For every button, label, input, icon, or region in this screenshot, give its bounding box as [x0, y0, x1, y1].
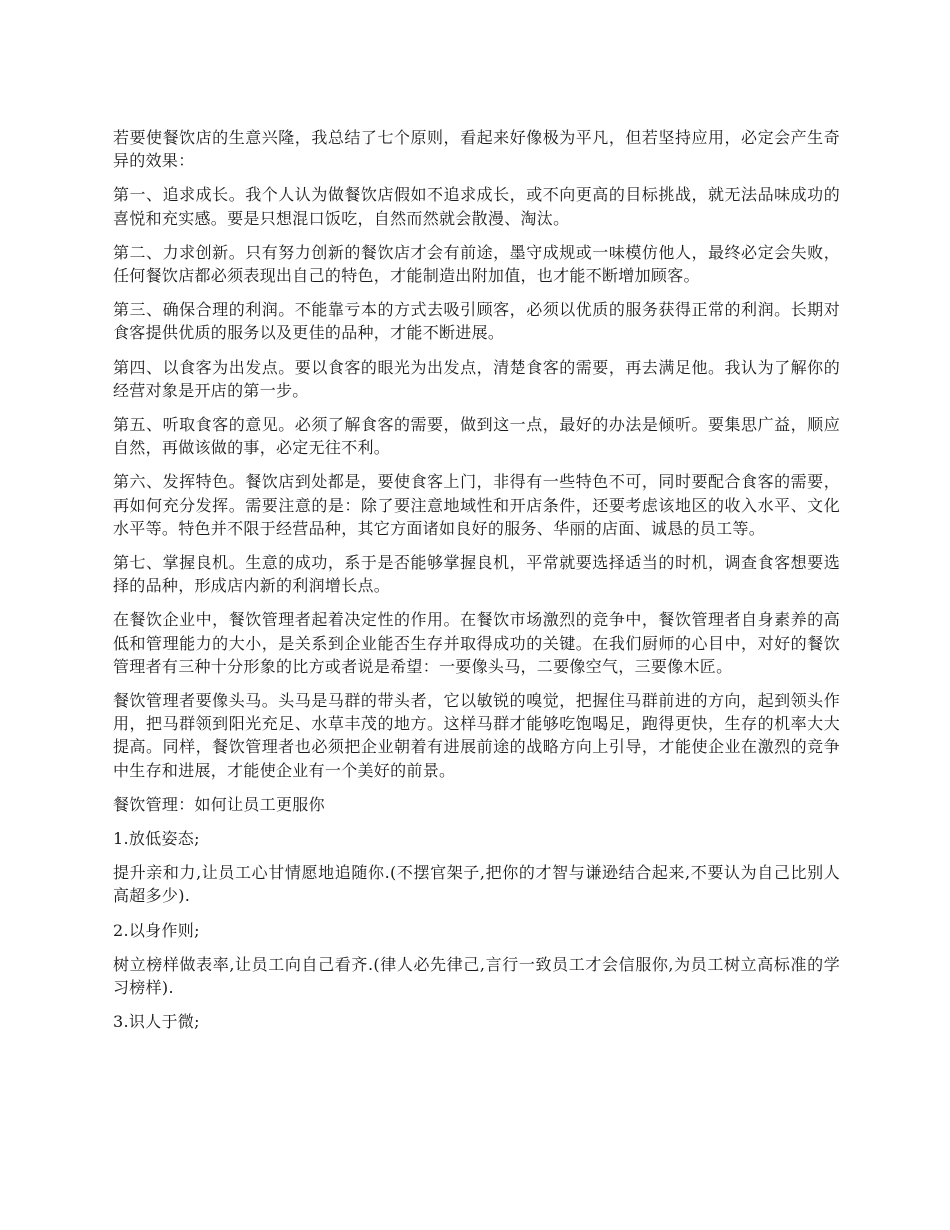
intro-paragraph: 若要使餐饮店的生意兴隆，我总结了七个原则，看起来好像极为平凡，但若坚持应用，必定会产生奇异的效果： — [113, 128, 840, 171]
lead-horse-paragraph: 餐饮管理者要像头马。头马是马群的带头者，它以敏锐的嗅觉，把握住马群前进的方向，起到领头作用，把马群领到阳光充足、水草丰茂的地方。这样马群才能够吃饱喝足，跑得更快，生存的机率大大提高。同样，餐饮管理者也必须把企业朝着有进展前途的战略方向上引导，才能使企业在激烈的竞争中生存和进展，才能使企业有一个美好的前景。 — [113, 691, 840, 780]
principle-4-paragraph: 第四、以食客为出发点。要以食客的眼光为出发点，清楚食客的需要，再去满足他。我认为了解你的经营对象是开店的第一步。 — [113, 357, 840, 400]
list-item-1-title: 1.放低姿态; — [113, 829, 200, 849]
list-item-1-body: 提升亲和力,让员工心甘情愿地追随你.(不摆官架子,把你的才智与谦逊结合起来,不要认为自己比别人高超多少). — [113, 863, 840, 906]
principle-6-paragraph: 第六、发挥特色。餐饮店到处都是，要使食客上门，非得有一些特色不可，同时要配合食客的需要，再如何充分发挥。需要注意的是：除了要注意地域性和开店条件，还要考虑该地区的收入水平、文化水平等。特色并不限于经营品种，其它方面诸如良好的服务、华丽的店面、诚恳的员工等。 — [113, 472, 840, 538]
list-item-3-title: 3.识人于微; — [113, 1012, 200, 1032]
principle-5-paragraph: 第五、听取食客的意见。必须了解食客的需要，做到这一点，最好的办法是倾听。要集思广益，顺应自然，再做该做的事，必定无往不利。 — [113, 415, 840, 458]
list-item-2-body: 树立榜样做表率,让员工向自己看齐.(律人必先律己,言行一致员工才会信服你,为员工树立高标准的学习榜样). — [113, 954, 840, 998]
document-body — [113, 126, 840, 1045]
principle-7-paragraph: 第七、掌握良机。生意的成功，系于是否能够掌握良机，平常就要选择适当的时机，调查食客想要选择的品种，形成店内新的利润增长点。 — [113, 553, 840, 596]
list-item-2-title: 2.以身作则; — [113, 920, 200, 940]
manager-role-paragraph: 在餐饮企业中，餐饮管理者起着决定性的作用。在餐饮市场激烈的竞争中，餐饮管理者自身素养的高低和管理能力的大小，是关系到企业能否生存并取得成功的关键。在我们厨师的心目中，对好的餐饮管理者有三种十分形象的比方或者说是希望：一要像头马，二要像空气，三要像木匠。 — [113, 610, 840, 676]
principle-1-paragraph: 第一、追求成长。我个人认为做餐饮店假如不追求成长，或不向更高的目标挑战，就无法品味成功的喜悦和充实感。要是只想混口饭吃，自然而然就会散漫、淘汰。 — [113, 185, 840, 228]
section-heading: 餐饮管理：如何让员工更服你 — [113, 794, 325, 814]
principle-2-paragraph: 第二、力求创新。只有努力创新的餐饮店才会有前途，墨守成规或一味模仿他人，最终必定会失败，任何餐饮店都必须表现出自己的特色，才能制造出附加值，也才能不断增加顾客。 — [113, 242, 840, 286]
principle-3-paragraph: 第三、确保合理的利润。不能靠亏本的方式去吸引顾客，必须以优质的服务获得正常的利润。长期对食客提供优质的服务以及更佳的品种，才能不断进展。 — [113, 300, 840, 343]
